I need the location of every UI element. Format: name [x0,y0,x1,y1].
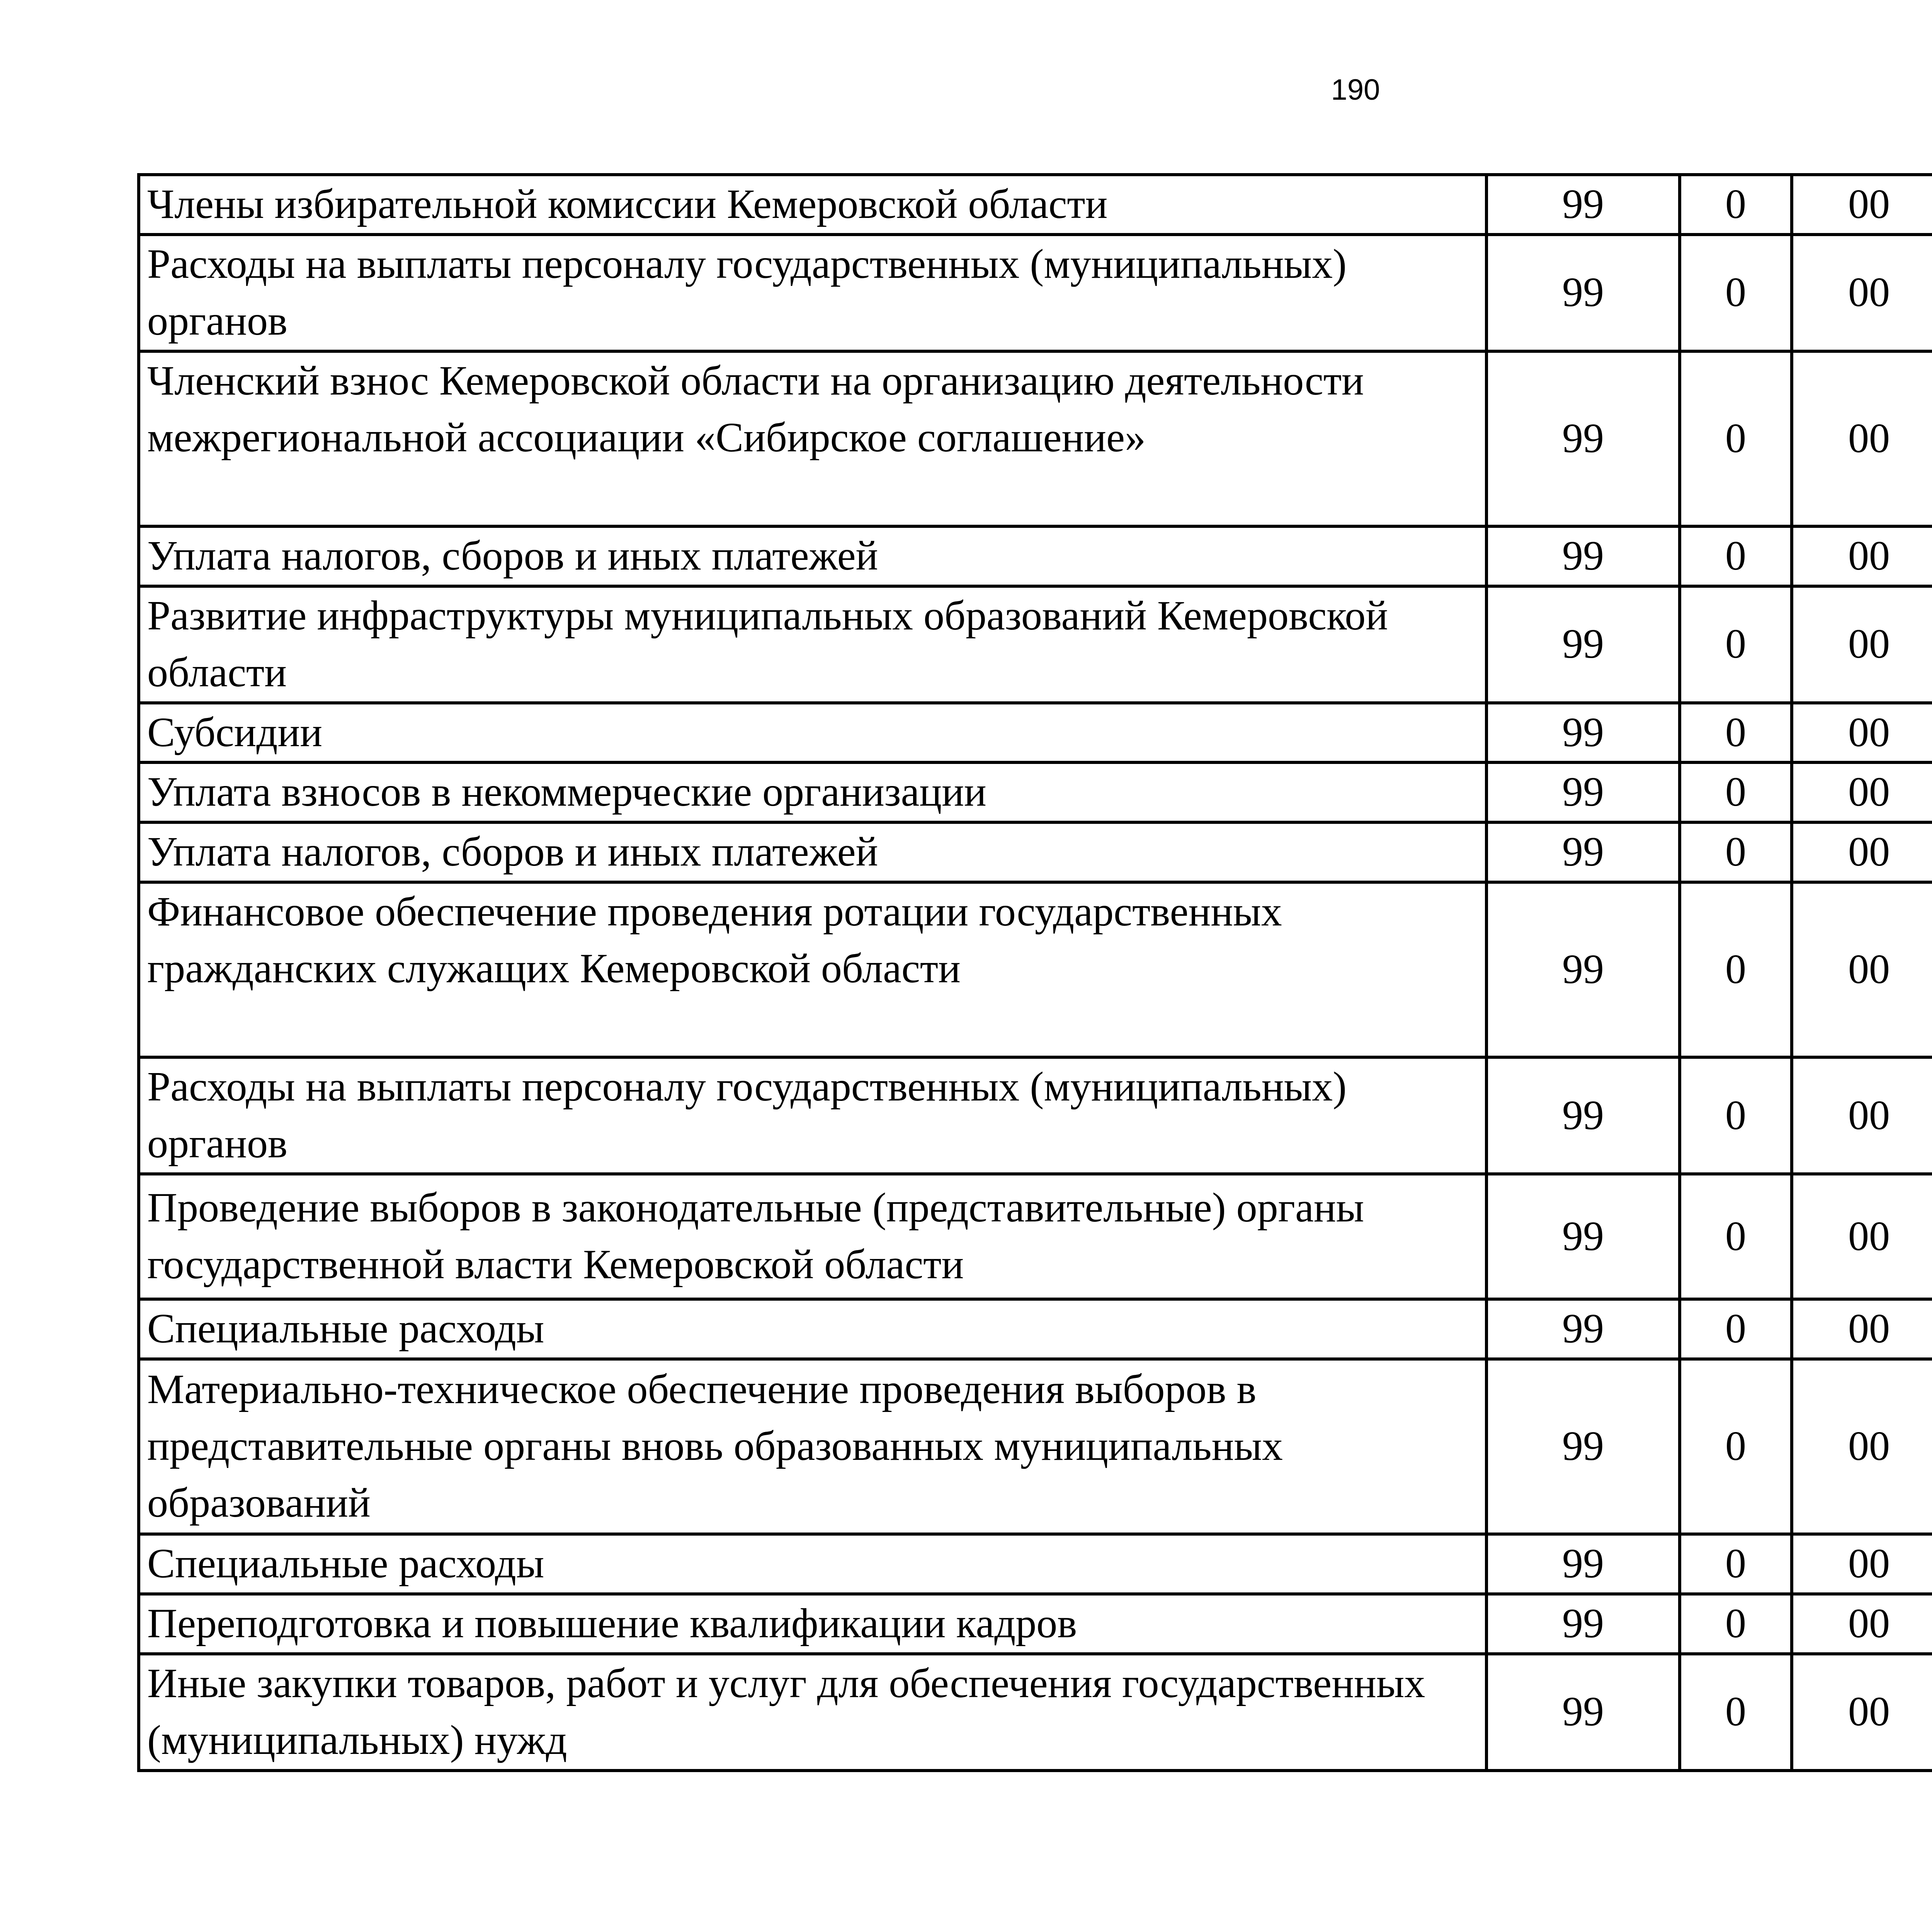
expense-name: Иные закупки товаров, работ и услуг для обеспечения государственных (муниципальных) нужд [139,1654,1486,1771]
subprogram-code: 0 [1680,1299,1792,1359]
program-code: 99 [1486,175,1680,235]
expense-name: Уплата налогов, сборов и иных платежей [139,526,1486,586]
table-row [139,1299,1932,1359]
expense-name: Финансовое обеспечение проведения ротации государственных гражданских служащих Кемеровской области [139,882,1486,1057]
main-event-code: 00 [1792,882,1932,1057]
main-event-code: 00 [1792,1359,1932,1534]
table-row [139,1174,1932,1299]
program-code: 99 [1486,526,1680,586]
expense-name: Уплата взносов в некоммерческие организации [139,762,1486,822]
expense-name: Специальные расходы [139,1299,1486,1359]
table-row [139,1594,1932,1654]
expense-name: Члены избирательной комиссии Кемеровской области [139,175,1486,235]
program-code: 99 [1486,822,1680,882]
table-row [139,526,1932,586]
main-event-code: 00 [1792,351,1932,526]
subprogram-code: 0 [1680,1057,1792,1174]
main-event-code: 00 [1792,1594,1932,1654]
table-row [139,882,1932,1057]
program-code: 99 [1486,1359,1680,1534]
table-row [139,351,1932,526]
page-number: 190 [1331,73,1380,106]
expense-name: Расходы на выплаты персоналу государственных (муниципальных) органов [139,1057,1486,1174]
program-code: 99 [1486,1174,1680,1299]
expense-name: Материально-техническое обеспечение проведения выборов в представительные органы вновь образованных муниципальных образований [139,1359,1486,1534]
main-event-code: 00 [1792,822,1932,882]
program-code: 99 [1486,762,1680,822]
program-code: 99 [1486,1534,1680,1594]
main-event-code: 00 [1792,586,1932,703]
table-row [139,1534,1932,1594]
table-row [139,822,1932,882]
program-code: 99 [1486,351,1680,526]
main-event-code: 00 [1792,1654,1932,1771]
subprogram-code: 0 [1680,882,1792,1057]
subprogram-code: 0 [1680,703,1792,763]
subprogram-code: 0 [1680,526,1792,586]
table-row [139,1654,1932,1771]
table-row [139,235,1932,351]
table-row [139,703,1932,763]
expense-name: Специальные расходы [139,1534,1486,1594]
subprogram-code: 0 [1680,586,1792,703]
subprogram-code: 0 [1680,175,1792,235]
subprogram-code: 0 [1680,1534,1792,1594]
main-event-code: 00 [1792,526,1932,586]
expense-name: Проведение выборов в законодательные (представительные) органы государственной власти Кемеровской области [139,1174,1486,1299]
program-code: 99 [1486,235,1680,351]
main-event-code: 00 [1792,1057,1932,1174]
program-code: 99 [1486,1594,1680,1654]
main-event-code: 00 [1792,175,1932,235]
expense-name: Субсидии [139,703,1486,763]
main-event-code: 00 [1792,762,1932,822]
program-code: 99 [1486,586,1680,703]
subprogram-code: 0 [1680,235,1792,351]
program-code: 99 [1486,1057,1680,1174]
expense-name: Расходы на выплаты персоналу государственных (муниципальных) органов [139,235,1486,351]
expense-name: Развитие инфраструктуры муниципальных образований Кемеровской области [139,586,1486,703]
subprogram-code: 0 [1680,1174,1792,1299]
table-row [139,586,1932,703]
subprogram-code: 0 [1680,351,1792,526]
expense-name: Переподготовка и повышение квалификации кадров [139,1594,1486,1654]
program-code: 99 [1486,1299,1680,1359]
budget-table [137,173,1932,1772]
program-code: 99 [1486,882,1680,1057]
main-event-code: 00 [1792,703,1932,763]
program-code: 99 [1486,703,1680,763]
main-event-code: 00 [1792,1534,1932,1594]
main-event-code: 00 [1792,1299,1932,1359]
table-row [139,175,1932,235]
subprogram-code: 0 [1680,1594,1792,1654]
subprogram-code: 0 [1680,822,1792,882]
table-row [139,762,1932,822]
subprogram-code: 0 [1680,1654,1792,1771]
main-event-code: 00 [1792,235,1932,351]
subprogram-code: 0 [1680,1359,1792,1534]
expense-name: Уплата налогов, сборов и иных платежей [139,822,1486,882]
subprogram-code: 0 [1680,762,1792,822]
table-row [139,1359,1932,1534]
program-code: 99 [1486,1654,1680,1771]
main-event-code: 00 [1792,1174,1932,1299]
table-row [139,1057,1932,1174]
expense-name: Членский взнос Кемеровской области на организацию деятельности межрегиональной ассоциации «Сибирское соглашение» [139,351,1486,526]
